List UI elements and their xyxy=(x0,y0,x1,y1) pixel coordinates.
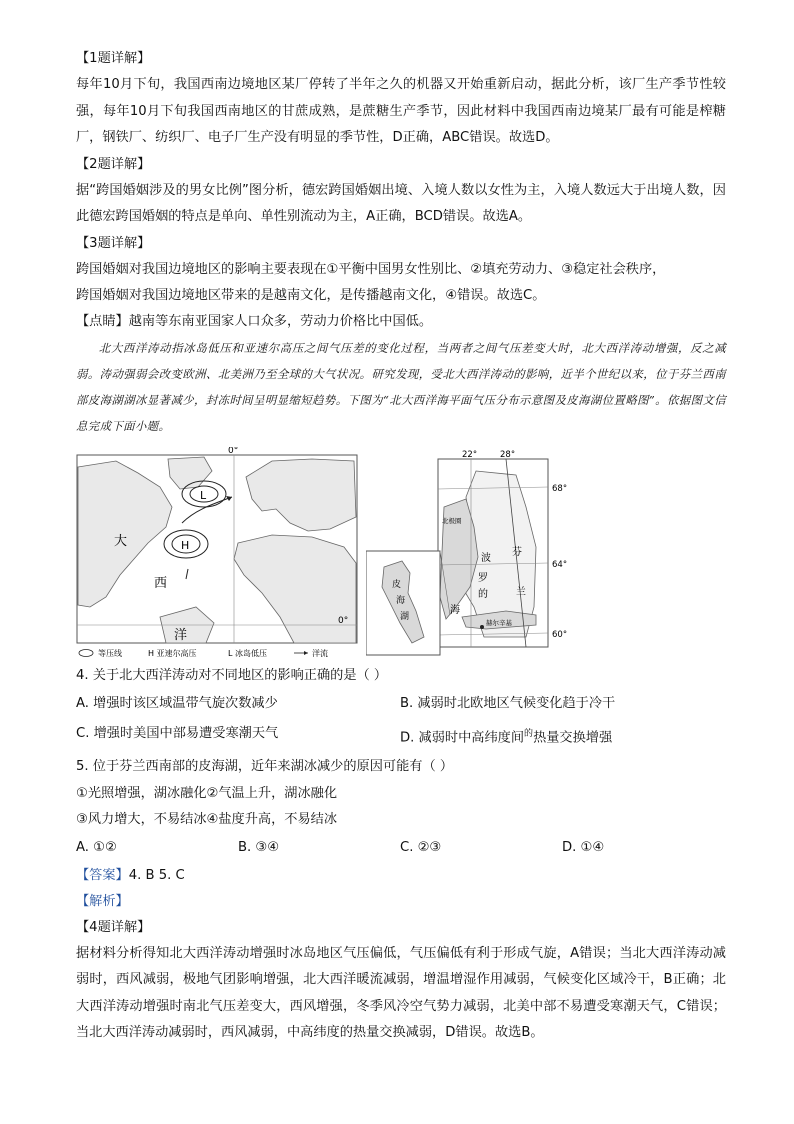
q1-explanation: 每年10月下旬，我国西南边境地区某厂停转了半年之久的机器又开始重新启动，据此分析，该厂生产季节性较强，每年10月下旬我国西南地区的甘蔗成熟，是蔗糖生产季节，因此材料中我国西南边境某厂最有可能是榨糖厂，钢铁厂、纺织厂、电子厂生产没有明显的季节性，D正确，ABC错误。故选D。 xyxy=(76,77,726,145)
q4-option-a: A. 增强时该区域温带气旋次数减少 xyxy=(76,695,278,711)
lat-0-label: 0° xyxy=(338,615,349,626)
q5-option-b: B. ③④ xyxy=(238,839,280,855)
legend-low: L 冰岛低压 xyxy=(228,648,267,658)
q4-option-c: C. 增强时美国中部易遭受寒潮天气 xyxy=(76,725,279,741)
helsinki-label: 赫尔辛基 xyxy=(486,618,512,627)
ocean-char-3: 洋 xyxy=(174,627,188,643)
place-char-luo: 罗 xyxy=(478,572,488,584)
q5-stem: 5. 位于芬兰西南部的皮海湖，近年来湖冰减少的原因可能有（ ） xyxy=(76,758,454,774)
reading-passage: 北大西洋涛动指冰岛低压和亚速尔高压之间气压差的变化过程，当两者之间气压差变大时，北大西洋涛动增强，反之减弱。涛动强弱会改变欧洲、北美洲乃至全球的大气状况。研究发现，受北大西洋涛动的影响，近半个世纪以来，位于芬兰西南部皮海湖湖冰显著减少，封冻时间呈明显缩短趋势。下图为“北大西洋海平面气压分布示意图及皮海湖位置略图”。依据图文信息完成下面小题。 xyxy=(76,340,726,433)
arctic-circle-label: 北极圈 xyxy=(442,516,462,525)
high-pressure-symbol: H xyxy=(181,538,190,552)
q5-statements-line1: ①光照增强，湖冰融化②气温上升，湖冰融化 xyxy=(76,785,338,801)
document-page xyxy=(76,46,726,1047)
lat-64-label: 64° xyxy=(552,559,568,570)
ocean-char-1: 大 xyxy=(114,533,128,549)
answer-label: 【答案】 xyxy=(76,867,129,883)
finland-lake-map xyxy=(366,447,580,659)
lon-22-label: 22° xyxy=(462,449,478,460)
q4-option-d: D. 减弱时中高纬度间$^的$热量交换增强 xyxy=(400,728,613,745)
low-pressure-symbol: L xyxy=(200,488,207,502)
analysis-label: 【解析】 xyxy=(76,893,129,909)
q3-header: 【3题详解】 xyxy=(76,235,151,251)
ocean-char-2: 西 xyxy=(154,575,168,591)
q2-explanation: 据“跨国婚姻涉及的男女比例”图分析，德宏跨国婚姻出境、入境人数以女性为主，入境人数远大于出境人数，因此德宏跨国婚姻的特点是单向、单性别流动为主，A正确，BCD错误。故选A。 xyxy=(76,182,726,224)
inset-char-pi: 皮 xyxy=(392,579,402,590)
q5-option-c: C. ②③ xyxy=(400,839,442,855)
legend-high: H 亚速尔高压 xyxy=(148,648,197,658)
q5-statements-line2: ③风力增大，不易结冰④盐度升高，不易结冰 xyxy=(76,811,338,827)
q5-option-d: D. ①④ xyxy=(562,839,605,855)
lat-60-label: 60° xyxy=(552,629,568,640)
answer-line xyxy=(76,863,726,889)
q4-option-b: B. 减弱时北欧地区气候变化趋于冷干 xyxy=(400,695,616,711)
lat-68-label: 68° xyxy=(552,483,568,494)
north-atlantic-pressure-map xyxy=(76,447,358,659)
tip-note: 【点睛】越南等东南亚国家人口众多，劳动力价格比中国低。 xyxy=(76,313,433,329)
answer-value: 4. B 5. C xyxy=(128,867,185,883)
place-char-hai: 海 xyxy=(450,604,460,616)
q4-stem: 4. 关于北大西洋涛动对不同地区的影响正确的是（ ） xyxy=(76,667,388,683)
lon-0-label: 0° xyxy=(228,446,239,456)
place-char-de: 的 xyxy=(478,588,488,600)
place-char-lan: 兰 xyxy=(516,586,526,598)
inset-char-hu: 湖 xyxy=(400,611,410,622)
q5-option-a: A. ①② xyxy=(76,839,117,855)
q1-header: 【1题详解】 xyxy=(76,51,151,66)
q4-options-row1 xyxy=(76,689,726,719)
q4-detail-header: 【4题详解】 xyxy=(76,919,151,935)
inset-char-hai: 海 xyxy=(396,595,406,606)
q3-explanation-line2: 跨国婚姻对我国边境地区带来的是越南文化，是传播越南文化，④错误。故选C。 xyxy=(76,287,546,303)
figure-maps xyxy=(76,447,726,659)
legend-current: 洋流 xyxy=(312,648,328,658)
q4-options-row2 xyxy=(76,719,726,753)
lon-28-label: 28° xyxy=(500,449,516,460)
legend-isobar: 等压线 xyxy=(98,648,122,658)
place-char-bo: 波 xyxy=(481,552,491,564)
q5-options xyxy=(76,833,726,863)
q4-detail-explanation: 据材料分析得知北大西洋涛动增强时冰岛地区气压偏低，气压偏低有利于形成气旋，A错误；当北大西洋涛动减弱时，西风减弱，极地气团影响增强，北大西洋暖流减弱，增温增湿作用减弱，气候变化区域冷干，B正确；北大西洋涛动增强时南北气压差变大，西风增强，冬季风冷空气势力减弱，北美中部不易遭受寒潮天气，C错误；当北大西洋涛动减弱时，西风减弱，中高纬度的热量交换减弱，D错误。故选B。 xyxy=(76,945,726,1041)
q2-header: 【2题详解】 xyxy=(76,156,151,172)
place-char-fen: 芬 xyxy=(512,546,522,558)
q3-explanation-line1: 跨国婚姻对我国边境地区的影响主要表现在①平衡中国男女性别比、②填充劳动力、③稳定社会秩序， xyxy=(76,261,666,277)
